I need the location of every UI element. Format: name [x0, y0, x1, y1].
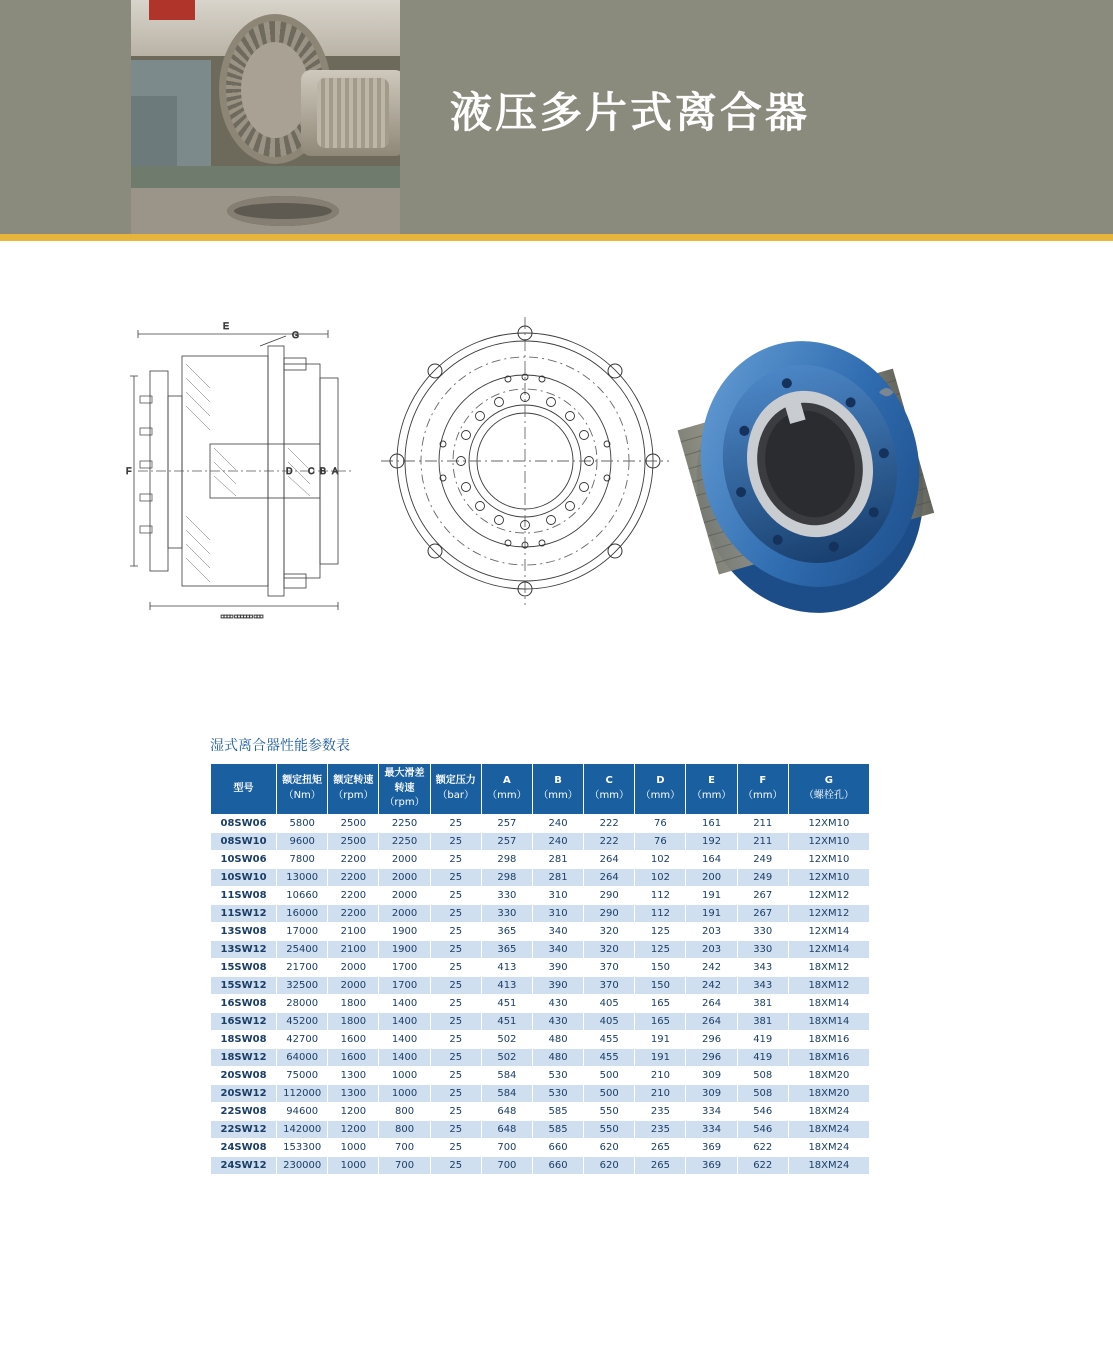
- cell-value: 153300: [277, 1138, 328, 1156]
- cell-value: 25: [430, 958, 481, 976]
- cell-value: 1000: [328, 1156, 379, 1174]
- cell-value: 381: [737, 1012, 788, 1030]
- cell-value: 240: [532, 814, 583, 832]
- figure-row: [0, 241, 1113, 681]
- cell-value: 191: [635, 1048, 686, 1066]
- cell-value: 1000: [379, 1084, 430, 1102]
- cell-value: 203: [686, 922, 737, 940]
- svg-text:F: F: [126, 466, 132, 476]
- cell-value: 451: [481, 1012, 532, 1030]
- cell-value: 25: [430, 850, 481, 868]
- cell-value: 25: [430, 922, 481, 940]
- cell-value: 320: [584, 922, 635, 940]
- cell-value: 2100: [328, 922, 379, 940]
- table-row: [211, 1048, 870, 1066]
- cell-value: 550: [584, 1120, 635, 1138]
- svg-text:□□□□ □□□□□□ □□□: □□□□ □□□□□□ □□□: [220, 614, 264, 620]
- cell-value: 1300: [328, 1066, 379, 1084]
- cell-value: 265: [635, 1156, 686, 1174]
- cell-value: 12XM10: [788, 814, 869, 832]
- cell-value: 419: [737, 1030, 788, 1048]
- table-row: [211, 886, 870, 904]
- cell-value: 125: [635, 922, 686, 940]
- cell-value: 585: [532, 1102, 583, 1120]
- cell-value: 1700: [379, 958, 430, 976]
- cell-value: 25: [430, 1102, 481, 1120]
- cell-value: 112: [635, 904, 686, 922]
- cell-value: 660: [532, 1138, 583, 1156]
- cell-value: 25: [430, 1084, 481, 1102]
- cell-value: 365: [481, 922, 532, 940]
- cell-value: 18XM20: [788, 1066, 869, 1084]
- svg-text:E: E: [222, 321, 230, 331]
- cell-value: 1400: [379, 1048, 430, 1066]
- cell-value: 419: [737, 1048, 788, 1066]
- cell-value: 390: [532, 958, 583, 976]
- cell-value: 2200: [328, 850, 379, 868]
- cell-value: 700: [481, 1156, 532, 1174]
- cell-value: 2500: [328, 832, 379, 850]
- cell-value: 700: [481, 1138, 532, 1156]
- svg-text:B: B: [320, 466, 327, 476]
- svg-text:A: A: [332, 466, 339, 476]
- cell-value: 25: [430, 1120, 481, 1138]
- cell-value: 343: [737, 958, 788, 976]
- cell-value: 25: [430, 1012, 481, 1030]
- cell-value: 18XM24: [788, 1120, 869, 1138]
- col-header-model: 型号: [211, 764, 277, 815]
- cell-value: 142000: [277, 1120, 328, 1138]
- cell-value: 369: [686, 1138, 737, 1156]
- cell-value: 340: [532, 922, 583, 940]
- cell-model: 24SW08: [211, 1138, 277, 1156]
- cell-model: 13SW08: [211, 922, 277, 940]
- table-row: [211, 1102, 870, 1120]
- cell-value: 648: [481, 1102, 532, 1120]
- cell-value: 281: [532, 850, 583, 868]
- cell-model: 16SW08: [211, 994, 277, 1012]
- cell-value: 451: [481, 994, 532, 1012]
- cell-value: 2000: [379, 904, 430, 922]
- cell-value: 330: [481, 904, 532, 922]
- cell-value: 2200: [328, 868, 379, 886]
- cell-value: 28000: [277, 994, 328, 1012]
- cell-value: 700: [379, 1138, 430, 1156]
- cell-model: 10SW10: [211, 868, 277, 886]
- cell-value: 343: [737, 976, 788, 994]
- cell-value: 102: [635, 850, 686, 868]
- cell-value: 18XM12: [788, 958, 869, 976]
- cell-value: 330: [737, 922, 788, 940]
- table-row: [211, 1084, 870, 1102]
- cell-value: 455: [584, 1030, 635, 1048]
- cell-value: 334: [686, 1102, 737, 1120]
- cell-value: 546: [737, 1102, 788, 1120]
- cell-value: 94600: [277, 1102, 328, 1120]
- cell-value: 1900: [379, 940, 430, 958]
- cell-value: 1600: [328, 1030, 379, 1048]
- front-view-drawing: [375, 311, 675, 611]
- cell-model: 15SW12: [211, 976, 277, 994]
- clutch-3d-render: [660, 296, 960, 636]
- cell-value: 365: [481, 940, 532, 958]
- table-row: [211, 922, 870, 940]
- cell-value: 265: [635, 1138, 686, 1156]
- cell-value: 25: [430, 1156, 481, 1174]
- cell-value: 480: [532, 1030, 583, 1048]
- cell-value: 230000: [277, 1156, 328, 1174]
- col-header-f: F （mm）: [737, 764, 788, 815]
- cell-value: 413: [481, 976, 532, 994]
- cell-value: 64000: [277, 1048, 328, 1066]
- cell-value: 369: [686, 1156, 737, 1174]
- col-header-e: E （mm）: [686, 764, 737, 815]
- cell-value: 1300: [328, 1084, 379, 1102]
- cell-value: 222: [584, 832, 635, 850]
- cell-value: 320: [584, 940, 635, 958]
- cell-value: 1200: [328, 1120, 379, 1138]
- header-photo: [131, 0, 400, 234]
- cell-value: 235: [635, 1102, 686, 1120]
- cell-value: 309: [686, 1066, 737, 1084]
- cell-value: 370: [584, 958, 635, 976]
- table-row: [211, 814, 870, 832]
- cell-value: 235: [635, 1120, 686, 1138]
- cell-value: 309: [686, 1084, 737, 1102]
- cell-value: 210: [635, 1084, 686, 1102]
- cell-value: 18XM24: [788, 1102, 869, 1120]
- table-row: [211, 850, 870, 868]
- cell-value: 622: [737, 1156, 788, 1174]
- cell-value: 413: [481, 958, 532, 976]
- cell-value: 25: [430, 994, 481, 1012]
- cell-value: 112: [635, 886, 686, 904]
- cell-value: 76: [635, 814, 686, 832]
- cell-value: 257: [481, 832, 532, 850]
- cell-value: 42700: [277, 1030, 328, 1048]
- svg-text:G: G: [292, 330, 300, 340]
- cell-value: 150: [635, 976, 686, 994]
- cell-model: 24SW12: [211, 1156, 277, 1174]
- cell-value: 200: [686, 868, 737, 886]
- cell-value: 2200: [328, 904, 379, 922]
- cross-section-drawing: [110, 316, 380, 636]
- cell-value: 2500: [328, 814, 379, 832]
- cell-value: 430: [532, 1012, 583, 1030]
- table-row: [211, 1120, 870, 1138]
- cell-value: 502: [481, 1030, 532, 1048]
- cell-value: 648: [481, 1120, 532, 1138]
- cell-value: 1700: [379, 976, 430, 994]
- cell-model: 15SW08: [211, 958, 277, 976]
- table-row: [211, 1156, 870, 1174]
- cell-value: 1400: [379, 1012, 430, 1030]
- cell-value: 12XM10: [788, 832, 869, 850]
- cell-value: 249: [737, 868, 788, 886]
- cell-value: 530: [532, 1066, 583, 1084]
- cell-value: 25: [430, 940, 481, 958]
- cell-value: 76: [635, 832, 686, 850]
- cell-value: 480: [532, 1048, 583, 1066]
- col-header-rated-torque: 额定扭矩 （Nm）: [277, 764, 328, 815]
- cell-value: 191: [635, 1030, 686, 1048]
- cell-value: 75000: [277, 1066, 328, 1084]
- cell-value: 12XM10: [788, 850, 869, 868]
- cell-value: 18XM12: [788, 976, 869, 994]
- cell-value: 1000: [379, 1066, 430, 1084]
- cell-value: 700: [379, 1156, 430, 1174]
- cell-value: 10660: [277, 886, 328, 904]
- cell-value: 530: [532, 1084, 583, 1102]
- col-header-d: D （mm）: [635, 764, 686, 815]
- header-accent-rule: [0, 234, 1113, 241]
- cell-value: 334: [686, 1120, 737, 1138]
- cell-value: 310: [532, 904, 583, 922]
- table-row: [211, 940, 870, 958]
- table-row: [211, 1138, 870, 1156]
- cell-value: 257: [481, 814, 532, 832]
- cell-value: 264: [584, 868, 635, 886]
- table-row: [211, 994, 870, 1012]
- cell-value: 298: [481, 868, 532, 886]
- spec-table-body: [211, 814, 870, 1174]
- col-header-rated-pressure: 额定压力 （bar）: [430, 764, 481, 815]
- cell-model: 08SW10: [211, 832, 277, 850]
- cell-value: 584: [481, 1084, 532, 1102]
- cell-value: 310: [532, 886, 583, 904]
- cell-value: 2250: [379, 814, 430, 832]
- cell-value: 1400: [379, 994, 430, 1012]
- cell-value: 390: [532, 976, 583, 994]
- cell-value: 211: [737, 814, 788, 832]
- cell-value: 12XM14: [788, 940, 869, 958]
- cell-value: 242: [686, 958, 737, 976]
- cell-value: 550: [584, 1102, 635, 1120]
- cell-value: 500: [584, 1066, 635, 1084]
- cell-value: 18XM14: [788, 1012, 869, 1030]
- cell-value: 508: [737, 1084, 788, 1102]
- cell-value: 18XM16: [788, 1048, 869, 1066]
- cell-value: 584: [481, 1066, 532, 1084]
- cell-value: 405: [584, 994, 635, 1012]
- cell-value: 800: [379, 1120, 430, 1138]
- cell-value: 25: [430, 976, 481, 994]
- cell-value: 2000: [328, 958, 379, 976]
- cell-value: 161: [686, 814, 737, 832]
- cell-value: 508: [737, 1066, 788, 1084]
- cell-value: 330: [737, 940, 788, 958]
- cell-value: 546: [737, 1120, 788, 1138]
- cell-value: 2200: [328, 886, 379, 904]
- cell-value: 12XM14: [788, 922, 869, 940]
- cell-value: 298: [481, 850, 532, 868]
- table-header-row: [211, 764, 870, 815]
- cell-value: 249: [737, 850, 788, 868]
- cell-value: 290: [584, 904, 635, 922]
- cell-value: 191: [686, 904, 737, 922]
- cell-value: 9600: [277, 832, 328, 850]
- cell-value: 18XM16: [788, 1030, 869, 1048]
- cell-value: 340: [532, 940, 583, 958]
- cell-value: 455: [584, 1048, 635, 1066]
- table-row: [211, 904, 870, 922]
- table-row: [211, 976, 870, 994]
- cell-model: 22SW12: [211, 1120, 277, 1138]
- cell-value: 1900: [379, 922, 430, 940]
- cell-value: 330: [481, 886, 532, 904]
- table-row: [211, 958, 870, 976]
- cell-model: 08SW06: [211, 814, 277, 832]
- cell-value: 165: [635, 994, 686, 1012]
- cell-value: 296: [686, 1030, 737, 1048]
- cell-model: 20SW12: [211, 1084, 277, 1102]
- cell-value: 1600: [328, 1048, 379, 1066]
- cell-value: 222: [584, 814, 635, 832]
- cell-value: 242: [686, 976, 737, 994]
- cell-value: 164: [686, 850, 737, 868]
- cell-value: 405: [584, 1012, 635, 1030]
- spec-table-section: [210, 735, 870, 1175]
- cell-value: 125: [635, 940, 686, 958]
- cell-value: 45200: [277, 1012, 328, 1030]
- cell-value: 264: [686, 1012, 737, 1030]
- cell-value: 25400: [277, 940, 328, 958]
- cell-value: 18XM20: [788, 1084, 869, 1102]
- col-header-g: G （螺栓孔）: [788, 764, 869, 815]
- table-row: [211, 832, 870, 850]
- cell-value: 25: [430, 868, 481, 886]
- cell-value: 430: [532, 994, 583, 1012]
- cell-value: 165: [635, 1012, 686, 1030]
- cell-model: 11SW08: [211, 886, 277, 904]
- col-header-rated-speed: 额定转速 （rpm）: [328, 764, 379, 815]
- svg-text:C: C: [308, 466, 315, 476]
- cell-value: 622: [737, 1138, 788, 1156]
- col-header-max-slip-speed: 最大滑差转速 （rpm）: [379, 764, 430, 815]
- cell-value: 203: [686, 940, 737, 958]
- cell-value: 660: [532, 1156, 583, 1174]
- cell-value: 370: [584, 976, 635, 994]
- cell-value: 281: [532, 868, 583, 886]
- cell-value: 25: [430, 814, 481, 832]
- table-row: [211, 1012, 870, 1030]
- col-header-c: C （mm）: [584, 764, 635, 815]
- cell-value: 12XM10: [788, 868, 869, 886]
- cell-model: 10SW06: [211, 850, 277, 868]
- cell-value: 13000: [277, 868, 328, 886]
- cell-model: 16SW12: [211, 1012, 277, 1030]
- cell-value: 502: [481, 1048, 532, 1066]
- cell-value: 267: [737, 886, 788, 904]
- page-title: 液压多片式离合器: [450, 88, 811, 137]
- cell-value: 240: [532, 832, 583, 850]
- cell-value: 102: [635, 868, 686, 886]
- spec-table: [210, 763, 870, 1175]
- cell-model: 13SW12: [211, 940, 277, 958]
- cell-value: 1000: [328, 1138, 379, 1156]
- table-row: [211, 1030, 870, 1048]
- cell-value: 267: [737, 904, 788, 922]
- cell-value: 25: [430, 1066, 481, 1084]
- cell-value: 264: [584, 850, 635, 868]
- cell-model: 22SW08: [211, 1102, 277, 1120]
- cell-value: 7800: [277, 850, 328, 868]
- cell-value: 25: [430, 886, 481, 904]
- cell-value: 25: [430, 1048, 481, 1066]
- cell-value: 1400: [379, 1030, 430, 1048]
- cell-value: 620: [584, 1138, 635, 1156]
- cell-value: 18XM24: [788, 1138, 869, 1156]
- cell-value: 12XM12: [788, 886, 869, 904]
- cell-value: 5800: [277, 814, 328, 832]
- cell-value: 1800: [328, 1012, 379, 1030]
- cell-value: 191: [686, 886, 737, 904]
- table-row: [211, 1066, 870, 1084]
- cell-model: 18SW08: [211, 1030, 277, 1048]
- cell-value: 620: [584, 1156, 635, 1174]
- cell-model: 11SW12: [211, 904, 277, 922]
- col-header-b: B （mm）: [532, 764, 583, 815]
- cell-value: 12XM12: [788, 904, 869, 922]
- cell-value: 211: [737, 832, 788, 850]
- spec-table-caption: 湿式离合器性能参数表: [210, 738, 350, 754]
- cell-value: 25: [430, 1138, 481, 1156]
- cell-value: 1800: [328, 994, 379, 1012]
- cell-value: 210: [635, 1066, 686, 1084]
- cell-value: 2100: [328, 940, 379, 958]
- cell-value: 18XM24: [788, 1156, 869, 1174]
- page-header: [0, 0, 1113, 234]
- cell-value: 192: [686, 832, 737, 850]
- cell-value: 290: [584, 886, 635, 904]
- cell-value: 264: [686, 994, 737, 1012]
- cell-value: 25: [430, 1030, 481, 1048]
- col-header-a: A （mm）: [481, 764, 532, 815]
- cell-value: 25: [430, 832, 481, 850]
- cell-value: 2000: [379, 868, 430, 886]
- cell-model: 18SW12: [211, 1048, 277, 1066]
- cell-value: 112000: [277, 1084, 328, 1102]
- cell-value: 1200: [328, 1102, 379, 1120]
- cell-value: 585: [532, 1120, 583, 1138]
- cell-value: 296: [686, 1048, 737, 1066]
- cell-model: 20SW08: [211, 1066, 277, 1084]
- cell-value: 18XM14: [788, 994, 869, 1012]
- cell-value: 32500: [277, 976, 328, 994]
- cell-value: 800: [379, 1102, 430, 1120]
- cell-value: 2250: [379, 832, 430, 850]
- cell-value: 2000: [379, 850, 430, 868]
- cell-value: 500: [584, 1084, 635, 1102]
- cell-value: 17000: [277, 922, 328, 940]
- cell-value: 25: [430, 904, 481, 922]
- cell-value: 150: [635, 958, 686, 976]
- cell-value: 381: [737, 994, 788, 1012]
- table-row: [211, 868, 870, 886]
- cell-value: 21700: [277, 958, 328, 976]
- cell-value: 2000: [379, 886, 430, 904]
- svg-text:D: D: [286, 466, 293, 476]
- cell-value: 2000: [328, 976, 379, 994]
- cell-value: 16000: [277, 904, 328, 922]
